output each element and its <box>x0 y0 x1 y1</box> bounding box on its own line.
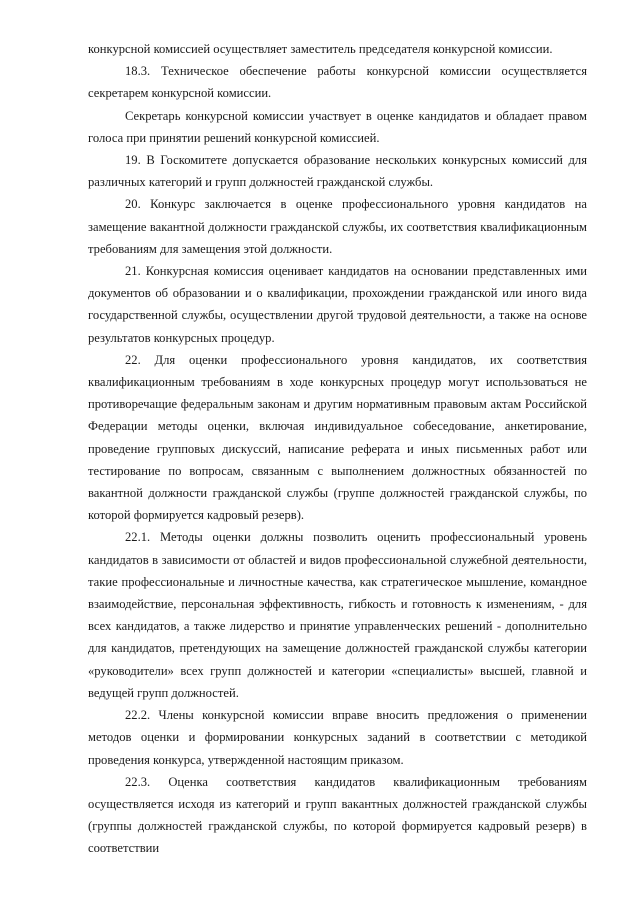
paragraph-18-3: 18.3. Техническое обеспечение работы конкурсной комиссии осуществляется секретарем конкурсной комиссии. <box>88 64 587 101</box>
paragraph-22-1: 22.1. Методы оценки должны позволить оценить профессиональный уровень кандидатов в зависимости от областей и видов профессиональной служебной деятельности, такие профессиональные и личностные качества, как стратегическое мышление, командное взаимодействие, персональная эффективность, гибкость и готовность к изменениям, - для всех кандидатов, а также лидерство и принятие управленческих решений - дополнительно для кандидатов, претендующих на замещение должностей гражданской службы категории «руководители» всех групп должностей и категории «специалисты» высшей, главной и ведущей групп должностей. <box>88 530 587 700</box>
paragraph-22-3: 22.3. Оценка соответствия кандидатов квалификационным требованиям осуществляется исходя из категорий и групп вакантных должностей гражданской службы (группы должностей гражданской службы, по которой формируется кадровый резерв) в соответствии <box>88 774 587 856</box>
paragraph-continuation: конкурсной комиссией осуществляет заместитель председателя конкурсной комиссии. <box>88 42 553 56</box>
document-page <box>88 38 587 860</box>
paragraph-19: 19. В Госкомитете допускается образование нескольких конкурсных комиссий для различных категорий и групп должностей гражданской службы. <box>88 153 587 190</box>
paragraph-21: 21. Конкурсная комиссия оценивает кандидатов на основании представленных ими документов об образовании и о квалификации, прохождении гражданской или иного вида государственной службы, осуществлении другой трудовой деятельности, а также на основе результатов конкурсных процедур. <box>88 264 587 345</box>
paragraph-22-2: 22.2. Члены конкурсной комиссии вправе вносить предложения о применении методов оценки и формировании конкурсных заданий в соответствии с методикой проведения конкурса, утвержденной настоящим приказом. <box>88 708 587 767</box>
paragraph-secretary: Секретарь конкурсной комиссии участвует в оценке кандидатов и обладает правом голоса при принятии решений конкурсной комиссией. <box>88 108 587 145</box>
paragraph-20: 20. Конкурс заключается в оценке профессионального уровня кандидатов на замещение вакантной должности гражданской службы, их соответствия квалификационным требованиям для замещения этой должности. <box>88 197 587 256</box>
paragraph-22: 22. Для оценки профессионального уровня кандидатов, их соответствия квалификационным требованиям в ходе конкурсных процедур могут использоваться не противоречащие федеральным законам и другим нормативным правовым актам Российской Федерации методы оценки, включая индивидуальное собеседование, анкетирование, проведение групповых дискуссий, написание реферата и иных письменных работ или тестирование по вопросам, связанным с выполнением должностных обязанностей по вакантной должности гражданской службы (группе должностей гражданской службы, по которой формируется кадровый резерв). <box>88 352 587 523</box>
